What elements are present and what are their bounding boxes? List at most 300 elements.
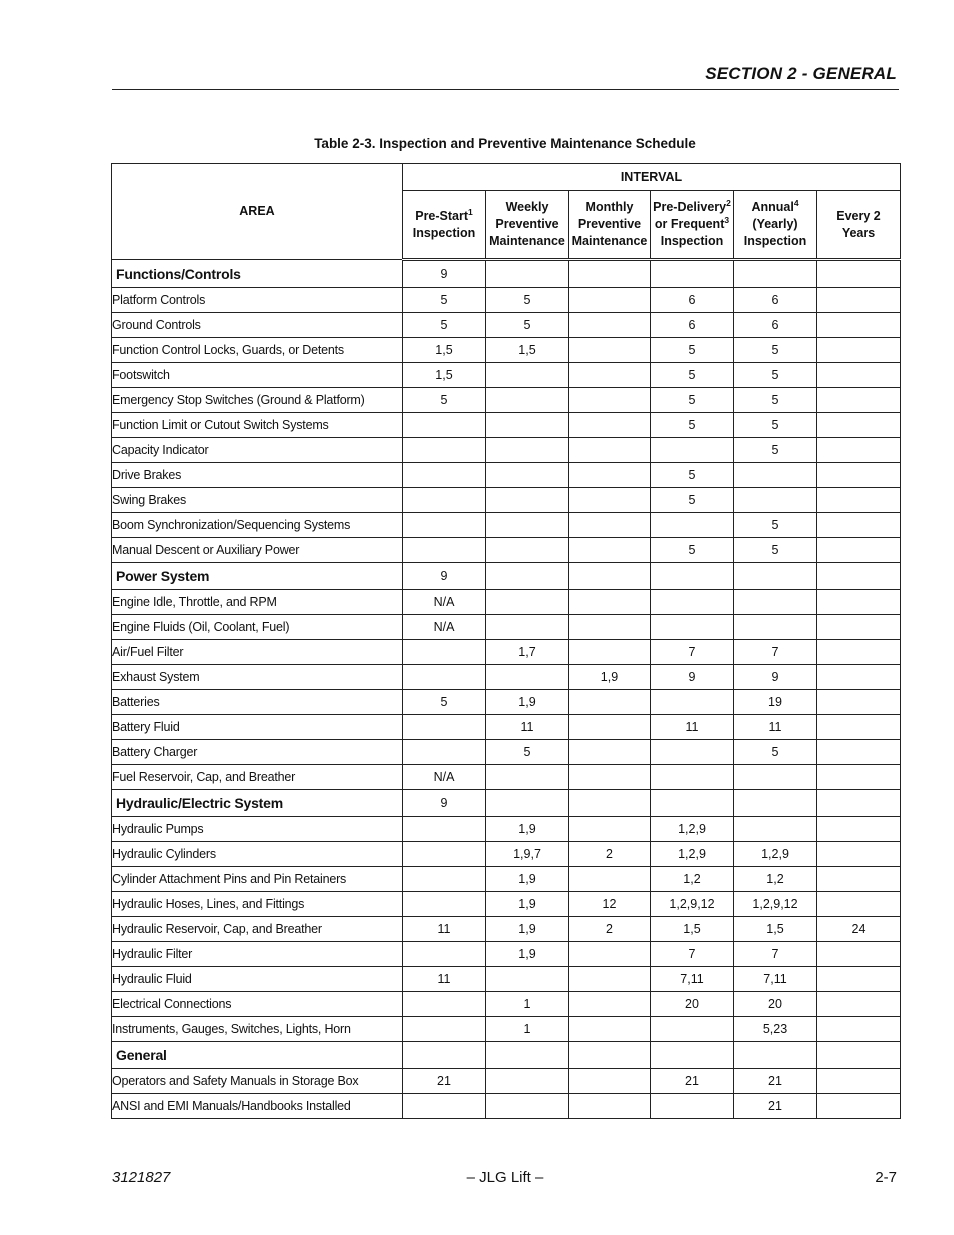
row-label: Drive Brakes [112,463,403,488]
interval-cell [486,615,569,640]
interval-cell: 11 [734,715,817,740]
interval-cell [817,1069,901,1094]
interval-cell [569,1069,651,1094]
interval-cell: 5 [486,313,569,338]
interval-cell [817,715,901,740]
interval-cell: 20 [651,992,734,1017]
row-label: Emergency Stop Switches (Ground & Platform) [112,388,403,413]
column-header-line: Maintenance [571,234,648,248]
header-rule [112,89,899,90]
interval-cell: 1,9 [569,665,651,690]
interval-cell [486,488,569,513]
interval-cell [651,765,734,790]
row-label: Cylinder Attachment Pins and Pin Retainers [112,867,403,892]
interval-cell [817,260,901,288]
interval-cell [817,790,901,817]
interval-cell [734,1042,817,1069]
table-row [112,715,901,740]
doc-number: 3121827 [112,1169,171,1186]
column-header [817,191,901,260]
interval-cell [569,790,651,817]
interval-cell: 7 [734,942,817,967]
table-row [112,313,901,338]
table-row [112,942,901,967]
interval-cell [403,942,486,967]
interval-cell: 9 [403,563,486,590]
table-row [112,740,901,765]
row-label: Battery Charger [112,740,403,765]
interval-cell: 19 [734,690,817,715]
interval-cell [651,1042,734,1069]
interval-cell [817,590,901,615]
interval-cell [486,765,569,790]
interval-cell: 21 [734,1094,817,1119]
row-label: Function Limit or Cutout Switch Systems [112,413,403,438]
interval-cell [486,790,569,817]
column-header-line: Maintenance [489,234,565,248]
interval-cell [817,438,901,463]
column-header-line: or Frequent [654,217,725,231]
table-row [112,665,901,690]
interval-cell [817,363,901,388]
interval-cell: 5 [486,288,569,313]
interval-cell [569,765,651,790]
interval-cell [651,740,734,765]
interval-cell: N/A [403,765,486,790]
row-label: Hydraulic Reservoir, Cap, and Breather [112,917,403,942]
interval-cell: 1 [486,1017,569,1042]
row-label: Engine Idle, Throttle, and RPM [112,590,403,615]
interval-cell: 7 [651,640,734,665]
interval-cell [817,690,901,715]
row-label: Ground Controls [112,313,403,338]
interval-cell: 5 [734,388,817,413]
interval-cell [403,538,486,563]
section-row [112,1042,901,1069]
column-header [486,191,569,260]
interval-cell [817,413,901,438]
interval-cell [403,488,486,513]
interval-cell: 1,2,9 [651,842,734,867]
table-row [112,1094,901,1119]
interval-cell: 7,11 [734,967,817,992]
interval-cell [651,590,734,615]
column-header-line: Monthly [585,200,634,214]
interval-cell: 5 [651,388,734,413]
interval-cell [569,1017,651,1042]
interval-cell [734,463,817,488]
interval-cell [817,563,901,590]
row-label: ANSI and EMI Manuals/Handbooks Installed [112,1094,403,1119]
column-header-line: Weekly [505,200,549,214]
footnote-ref: 3 [724,214,730,225]
table-row [112,765,901,790]
interval-cell [569,260,651,288]
interval-cell: 5,23 [734,1017,817,1042]
interval-cell [817,288,901,313]
interval-cell: 2 [569,842,651,867]
interval-cell [569,388,651,413]
page-number: 2-7 [875,1169,897,1186]
row-label: Hydraulic Pumps [112,817,403,842]
interval-cell [569,413,651,438]
interval-cell [569,538,651,563]
interval-cell [651,790,734,817]
interval-cell [817,615,901,640]
interval-cell [486,967,569,992]
interval-cell [403,892,486,917]
table-row [112,538,901,563]
table-row [112,288,901,313]
interval-cell [569,640,651,665]
interval-cell: 5 [651,338,734,363]
interval-cell [569,513,651,538]
interval-cell: 1,5 [403,363,486,388]
interval-cell: 1,2,9 [651,817,734,842]
interval-cell [403,817,486,842]
interval-cell [403,463,486,488]
interval-cell: N/A [403,615,486,640]
interval-cell: 21 [651,1069,734,1094]
interval-cell [486,563,569,590]
interval-cell: 1,9,7 [486,842,569,867]
interval-cell [569,288,651,313]
interval-cell [651,690,734,715]
table-row [112,590,901,615]
interval-cell [817,1017,901,1042]
interval-cell [403,438,486,463]
interval-cell [569,338,651,363]
interval-cell [817,1094,901,1119]
table-row [112,640,901,665]
interval-cell [817,513,901,538]
interval-cell [817,463,901,488]
interval-cell [486,1094,569,1119]
column-header-line: Inspection [660,234,724,248]
section-row [112,260,901,288]
interval-cell: 5 [651,488,734,513]
table-row [112,967,901,992]
column-header-line: Pre-Delivery [653,200,727,214]
footnote-ref: 2 [726,197,731,208]
interval-cell: 1 [486,992,569,1017]
interval-cell: 5 [734,538,817,563]
interval-cell: 6 [734,313,817,338]
interval-cell: 1,2,9 [734,842,817,867]
interval-cell: 1,2 [734,867,817,892]
interval-cell: 1,9 [486,817,569,842]
interval-cell [569,740,651,765]
interval-cell [569,438,651,463]
table-row [112,867,901,892]
interval-cell: 6 [651,313,734,338]
table-row [112,892,901,917]
interval-cell [569,488,651,513]
interval-cell: 1,9 [486,867,569,892]
interval-cell: 21 [403,1069,486,1094]
row-label: Swing Brakes [112,488,403,513]
interval-cell [734,615,817,640]
interval-cell [569,967,651,992]
interval-cell: 7 [651,942,734,967]
section-row [112,790,901,817]
interval-cell: 7,11 [651,967,734,992]
column-header [569,191,651,260]
interval-cell: 1,9 [486,690,569,715]
row-label: Footswitch [112,363,403,388]
interval-cell [817,842,901,867]
interval-cell [403,1017,486,1042]
interval-cell [403,1042,486,1069]
interval-cell [486,413,569,438]
footnote-ref: 1 [468,206,473,217]
column-header-line: (Yearly) [752,217,798,231]
interval-cell [817,892,901,917]
interval-cell: 1,2,9,12 [651,892,734,917]
row-label: Hydraulic Cylinders [112,842,403,867]
row-label: Engine Fluids (Oil, Coolant, Fuel) [112,615,403,640]
interval-cell [734,817,817,842]
table-row [112,690,901,715]
interval-cell [569,715,651,740]
interval-cell [569,463,651,488]
interval-cell [569,1042,651,1069]
column-header-line: Inspection [412,225,476,240]
interval-cell [569,563,651,590]
footer-brand: – JLG Lift – [466,1169,544,1186]
table-row [112,1069,901,1094]
interval-cell: 6 [651,288,734,313]
interval-cell [734,260,817,288]
row-label: Battery Fluid [112,715,403,740]
interval-cell [817,1042,901,1069]
interval-cell [817,765,901,790]
interval-cell [651,615,734,640]
row-label: Hydraulic Hoses, Lines, and Fittings [112,892,403,917]
interval-cell [569,867,651,892]
interval-cell [569,313,651,338]
interval-cell: 5 [403,388,486,413]
table-row [112,513,901,538]
interval-cell [734,790,817,817]
interval-cell [651,260,734,288]
interval-cell [486,590,569,615]
interval-cell [734,765,817,790]
column-header-line: Annual [751,200,794,214]
interval-cell [817,992,901,1017]
table-row [112,363,901,388]
interval-cell: 5 [734,740,817,765]
interval-cell: 20 [734,992,817,1017]
column-header [651,191,734,260]
interval-cell [569,1094,651,1119]
interval-cell: 6 [734,288,817,313]
table-row [112,488,901,513]
interval-cell [486,388,569,413]
interval-cell [569,817,651,842]
row-label: Exhaust System [112,665,403,690]
interval-cell [403,842,486,867]
interval-cell: 5 [651,363,734,388]
column-header [734,191,817,260]
interval-cell [486,538,569,563]
interval-cell [817,538,901,563]
column-header-line: Preventive [577,217,642,231]
column-header-line: Every 2 [836,208,881,223]
footnote-ref: 4 [793,197,799,208]
interval-cell: 1,9 [486,917,569,942]
row-label: Air/Fuel Filter [112,640,403,665]
interval-cell: 5 [486,740,569,765]
table-row [112,1017,901,1042]
interval-cell [403,867,486,892]
maintenance-schedule-table [111,163,901,1119]
interval-cell [403,665,486,690]
column-header-line: Years [841,225,876,240]
interval-cell [651,513,734,538]
table-row [112,992,901,1017]
interval-cell: 1,5 [651,917,734,942]
interval-cell [486,665,569,690]
interval-cell [403,413,486,438]
interval-cell: 9 [651,665,734,690]
row-label: Operators and Safety Manuals in Storage Box [112,1069,403,1094]
area-header: AREA [112,164,403,260]
interval-cell: 5 [734,438,817,463]
interval-cell: 21 [734,1069,817,1094]
interval-cell: 1,2,9,12 [734,892,817,917]
interval-cell: 1,5 [486,338,569,363]
interval-cell: 1,5 [403,338,486,363]
table-row [112,615,901,640]
interval-cell [486,1042,569,1069]
interval-cell [403,1094,486,1119]
interval-cell [651,1017,734,1042]
interval-cell [403,992,486,1017]
interval-cell: 5 [403,690,486,715]
table-row [112,338,901,363]
row-label: Function Control Locks, Guards, or Detents [112,338,403,363]
interval-cell [403,715,486,740]
row-label: Capacity Indicator [112,438,403,463]
interval-cell [651,563,734,590]
interval-cell: 5 [403,313,486,338]
interval-cell: 1,9 [486,892,569,917]
interval-cell [734,488,817,513]
interval-cell [734,563,817,590]
table-row [112,463,901,488]
column-header-line: Preventive [495,217,559,231]
interval-cell [817,740,901,765]
interval-cell: 5 [734,513,817,538]
table-row [112,917,901,942]
row-label: Instruments, Gauges, Switches, Lights, Horn [112,1017,403,1042]
interval-cell: 24 [817,917,901,942]
table-row [112,413,901,438]
section-label: Power System [112,563,403,590]
interval-cell: 12 [569,892,651,917]
interval-cell: 11 [486,715,569,740]
interval-cell: 1,7 [486,640,569,665]
table-row [112,817,901,842]
table-caption: Table 2-3. Inspection and Preventive Maintenance Schedule [314,136,696,151]
interval-cell: 5 [734,363,817,388]
interval-cell [817,967,901,992]
column-header [403,191,486,260]
interval-cell [403,640,486,665]
interval-cell [817,942,901,967]
interval-cell: 5 [651,538,734,563]
interval-cell: 11 [651,715,734,740]
interval-cell: 2 [569,917,651,942]
interval-cell: 7 [734,640,817,665]
row-label: Manual Descent or Auxiliary Power [112,538,403,563]
table-row [112,438,901,463]
interval-cell [817,313,901,338]
interval-cell [486,260,569,288]
section-row [112,563,901,590]
interval-cell [569,690,651,715]
row-label: Hydraulic Fluid [112,967,403,992]
interval-cell: 5 [651,463,734,488]
interval-cell [817,817,901,842]
interval-cell [817,388,901,413]
interval-cell [403,740,486,765]
interval-cell [817,488,901,513]
interval-cell: 9 [734,665,817,690]
interval-cell: 5 [403,288,486,313]
interval-header: INTERVAL [403,164,901,191]
interval-cell: 5 [734,338,817,363]
row-label: Electrical Connections [112,992,403,1017]
section-label: General [112,1042,403,1069]
interval-cell [817,640,901,665]
interval-cell [486,363,569,388]
interval-cell: N/A [403,590,486,615]
interval-cell [403,513,486,538]
row-label: Batteries [112,690,403,715]
interval-cell [651,438,734,463]
column-header-line: Inspection [743,234,807,248]
interval-cell [734,590,817,615]
interval-cell [817,867,901,892]
interval-cell [486,463,569,488]
section-label: Functions/Controls [112,260,403,288]
interval-cell [486,513,569,538]
interval-cell: 9 [403,790,486,817]
interval-cell [569,992,651,1017]
row-label: Hydraulic Filter [112,942,403,967]
interval-cell: 5 [734,413,817,438]
interval-cell [569,590,651,615]
section-label: Hydraulic/Electric System [112,790,403,817]
interval-cell: 9 [403,260,486,288]
row-label: Platform Controls [112,288,403,313]
interval-cell [569,942,651,967]
interval-cell [817,338,901,363]
section-title: SECTION 2 - GENERAL [705,64,897,83]
interval-cell: 1,2 [651,867,734,892]
interval-cell [486,438,569,463]
interval-cell [569,363,651,388]
row-label: Fuel Reservoir, Cap, and Breather [112,765,403,790]
interval-cell: 11 [403,967,486,992]
column-header-line: Pre-Start [415,208,469,223]
interval-cell [569,615,651,640]
interval-cell [651,1094,734,1119]
interval-cell: 11 [403,917,486,942]
interval-cell: 1,5 [734,917,817,942]
